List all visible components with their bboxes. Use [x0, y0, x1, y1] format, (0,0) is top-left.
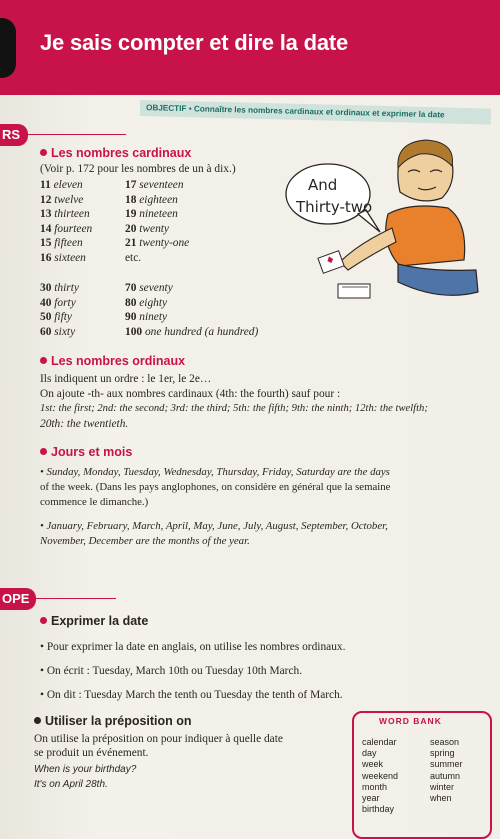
number-word: thirty — [54, 282, 79, 294]
lesson-number-mark — [0, 18, 16, 78]
section-rule-bottom — [36, 598, 116, 599]
number-row — [125, 311, 167, 323]
number-digit: 80 — [125, 296, 140, 309]
number-word: eleven — [53, 179, 83, 191]
number-word: seventeen — [139, 179, 184, 191]
number-digit: 30 — [40, 282, 55, 294]
number-word: eighty — [139, 296, 168, 309]
boy-shirt — [386, 206, 465, 266]
number-row — [40, 179, 83, 191]
number-row — [125, 179, 184, 191]
bullet-icon — [40, 149, 47, 156]
word-bank-item: year — [362, 793, 380, 804]
number-digit: 13 — [40, 208, 55, 221]
word-bank-item: summer — [430, 759, 463, 770]
number-row — [40, 282, 79, 294]
number-digit: 40 — [40, 296, 55, 309]
ordinals-line-1: Ils indiquent un ordre : le 1er, le 2e… — [40, 373, 212, 385]
speech-line-1: And — [308, 176, 338, 194]
word-bank-column-1 — [362, 737, 398, 815]
word-bank-item: season — [430, 737, 460, 747]
days-paragraph-line: commence le dimanche.) — [40, 496, 149, 508]
number-word: ninety — [139, 311, 168, 324]
number-row — [125, 208, 178, 220]
number-word: etc. — [125, 252, 142, 264]
number-digit: 100 — [125, 325, 145, 338]
preposition-title: Utiliser la préposition on — [34, 714, 192, 728]
word-bank-title: WORD BANK — [379, 716, 442, 726]
section-tab-bottom: OPE — [0, 588, 36, 610]
preposition-line-2: se produit un événement. — [34, 747, 149, 759]
word-bank-item: autumn — [430, 770, 461, 781]
word-bank-item: calendar — [362, 737, 397, 747]
cardinals-intro: (Voir p. 172 pour les nombres de un à dix.) — [40, 163, 236, 175]
number-word: eighteen — [139, 193, 178, 206]
ordinals-line-3: 1st: the first; 2nd: the second; 3rd: the third; 5th: the fifth; 9th: the ninth; 12th: the twelfth; — [40, 403, 428, 414]
number-word: nineteen — [139, 208, 178, 221]
number-digit: 15 — [40, 237, 55, 250]
number-row — [125, 194, 178, 206]
number-row — [40, 208, 90, 220]
card-deck-icon — [338, 284, 370, 298]
number-word: twenty-one — [139, 237, 190, 250]
number-word: fourteen — [54, 222, 93, 235]
section-rule-top — [26, 134, 126, 135]
number-word: twelve — [54, 193, 84, 206]
number-digit: 16 — [40, 252, 55, 264]
number-digit: 21 — [125, 237, 140, 250]
exprimer-title: Exprimer la date — [40, 614, 148, 628]
number-word: forty — [54, 296, 76, 309]
number-row — [125, 237, 189, 249]
preposition-example-question: When is your birthday? — [34, 764, 137, 775]
number-word: one hundred (a hundred) — [144, 325, 259, 338]
number-row — [125, 252, 141, 264]
preposition-example-answer: It's on April 28th. — [34, 779, 108, 790]
number-row — [125, 282, 173, 294]
number-digit: 11 — [40, 179, 54, 191]
number-digit: 60 — [40, 325, 55, 338]
number-digit: 17 — [125, 179, 140, 191]
days-title: Jours et mois — [40, 445, 132, 459]
days-paragraph-line: of the week. (Dans les pays anglophones, on considère en général que la semaine — [40, 481, 391, 493]
word-bank-item: spring — [430, 748, 455, 759]
exprimer-line-3: • On dit : Tuesday March the tenth ou Tuesday the tenth of March. — [40, 689, 343, 701]
number-word: fifteen — [54, 237, 83, 250]
number-row — [40, 237, 83, 249]
number-word: seventy — [139, 282, 173, 294]
word-bank-column-2 — [430, 737, 463, 804]
number-digit: 18 — [125, 193, 140, 206]
word-bank-item: week — [362, 759, 384, 770]
days-paragraph-line: • Sunday, Monday, Tuesday, Wednesday, Thursday, Friday, Saturday are the days — [40, 466, 390, 478]
section-tab-top: RS — [0, 124, 28, 146]
page-header — [0, 0, 500, 95]
number-row — [40, 194, 83, 206]
exprimer-line-2: • On écrit : Tuesday, March 10th ou Tuesday 10th March. — [40, 665, 303, 677]
number-digit: 20 — [125, 222, 140, 235]
number-row — [40, 252, 86, 264]
ordinals-line-2: On ajoute -th- aux nombres cardinaux (4th: the fourth) sauf pour : — [40, 388, 341, 400]
ordinals-line-4: 20th: the twentieth. — [40, 418, 129, 430]
number-digit: 19 — [125, 208, 140, 221]
word-bank-item: when — [430, 793, 452, 804]
exprimer-line-1: • Pour exprimer la date en anglais, on utilise les nombres ordinaux. — [40, 641, 346, 653]
cardinals-title: Les nombres cardinaux — [40, 146, 191, 160]
number-digit: 70 — [125, 282, 140, 294]
number-word: sixty — [54, 325, 76, 338]
months-paragraph-line: • January, February, March, April, May, June, July, August, September, October, — [40, 520, 388, 532]
word-bank-box — [352, 711, 492, 839]
boy-jeans — [398, 264, 478, 295]
ordinals-title: Les nombres ordinaux — [40, 354, 185, 368]
number-row — [125, 326, 258, 338]
number-row — [125, 297, 167, 309]
objectif-banner: OBJECTIF • Connaître les nombres cardinaux et ordinaux et exprimer la date — [140, 100, 491, 125]
preposition-line-1: On utilise la préposition on pour indiquer à quelle date — [34, 733, 283, 745]
word-bank-item: weekend — [362, 770, 399, 781]
number-digit: 12 — [40, 193, 55, 206]
bullet-icon — [34, 717, 41, 724]
months-paragraph-line: November, December are the months of the year. — [40, 535, 250, 547]
boy-illustration — [280, 132, 490, 307]
word-bank-item: month — [362, 781, 388, 792]
number-digit: 14 — [40, 222, 55, 235]
number-word: fifty — [54, 311, 72, 324]
number-row — [40, 326, 75, 338]
number-word: sixteen — [54, 252, 86, 264]
speech-line-2: Thirty-two — [296, 198, 373, 216]
word-bank-item: winter — [430, 781, 455, 792]
number-row — [40, 223, 92, 235]
number-word: thirteen — [54, 208, 90, 221]
number-digit: 50 — [40, 311, 55, 324]
bullet-icon — [40, 448, 47, 455]
number-row — [125, 223, 169, 235]
number-digit: 90 — [125, 311, 140, 324]
number-row — [40, 311, 72, 323]
word-bank-item: day — [362, 748, 377, 759]
page-title: Je sais compter et dire la date — [40, 30, 349, 55]
bullet-icon — [40, 357, 47, 364]
number-row — [40, 297, 76, 309]
bullet-icon — [40, 617, 47, 624]
number-word: twenty — [139, 222, 169, 235]
word-bank-item: birthday — [362, 804, 395, 815]
